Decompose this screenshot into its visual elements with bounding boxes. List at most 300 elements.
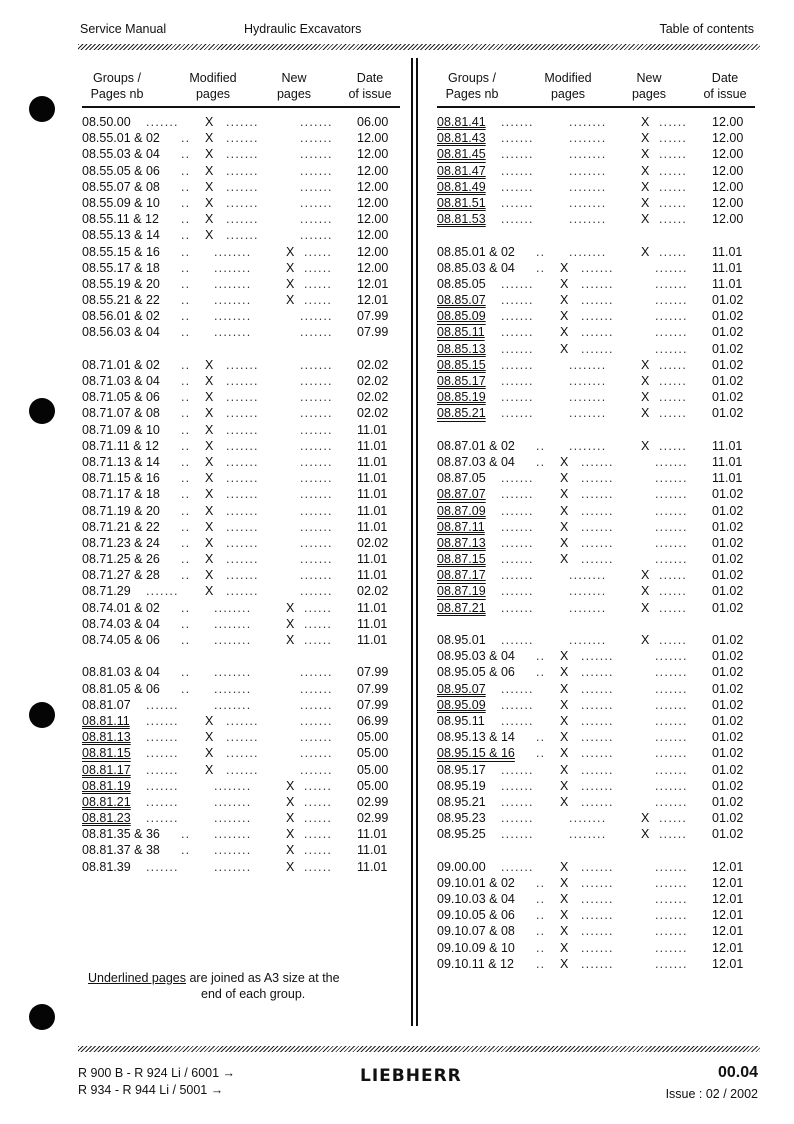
- page-number-cell: 08.71.27 & 28: [82, 568, 160, 583]
- dot-leader: .......: [581, 665, 614, 680]
- dot-leader: .......: [300, 115, 333, 129]
- issue-date-cell: 01.02: [712, 309, 744, 324]
- issue-date-cell: 01.02: [712, 374, 744, 388]
- page-number-cell: 08.85.15: [437, 357, 486, 372]
- new-mark: X: [286, 843, 295, 858]
- dot-leader: .......: [501, 503, 534, 518]
- dot-leader: ......: [304, 633, 333, 647]
- dot-leader: ..: [181, 487, 191, 502]
- dot-leader: ......: [659, 244, 688, 259]
- dot-leader: .......: [226, 374, 259, 388]
- dot-leader: .......: [501, 179, 534, 194]
- page-number-cell: 09.10.01 & 02: [437, 875, 515, 890]
- issue-date-cell: 12.00: [357, 179, 389, 194]
- issue-date-cell: 11.01: [357, 487, 388, 502]
- dot-leader: .......: [501, 552, 534, 567]
- dot-leader: .......: [581, 859, 614, 874]
- dot-leader: ..: [181, 357, 191, 372]
- dot-leader: .......: [581, 503, 614, 518]
- page-number-cell: 08.81.07: [82, 697, 131, 712]
- modified-mark: X: [560, 649, 569, 664]
- dot-leader: .......: [501, 600, 534, 615]
- dot-leader: ..: [181, 471, 191, 486]
- dot-leader: ..: [181, 406, 191, 421]
- note-text-2: end of each group.: [201, 987, 306, 1001]
- dot-leader: ......: [304, 778, 333, 793]
- dot-leader: ..: [181, 195, 191, 210]
- dot-leader: ......: [304, 244, 333, 259]
- dot-leader: ..: [181, 309, 191, 324]
- dot-leader: ........: [214, 244, 252, 259]
- modified-mark: X: [205, 730, 214, 745]
- dot-leader: ........: [569, 568, 607, 583]
- issue-date-cell: 02.02: [357, 374, 389, 388]
- dot-leader: ........: [214, 697, 252, 712]
- modified-mark: X: [205, 535, 214, 550]
- dot-leader: .......: [226, 422, 259, 437]
- page-number-cell: 08.71.15 & 16: [82, 471, 160, 486]
- dot-leader: ........: [214, 325, 252, 340]
- dot-leader: ........: [569, 390, 607, 405]
- dot-leader: ..: [181, 503, 191, 518]
- new-mark: X: [641, 584, 650, 599]
- dot-leader: .......: [501, 633, 534, 647]
- dot-leader: .......: [146, 115, 179, 129]
- issue-date-cell: 01.02: [712, 503, 744, 518]
- modified-mark: X: [205, 131, 214, 146]
- issue-date-cell: 01.02: [712, 390, 744, 405]
- dot-leader: .......: [655, 956, 688, 971]
- dot-leader: .......: [300, 147, 333, 162]
- note-underlined-text: Underlined pages: [88, 971, 186, 985]
- dot-leader: ......: [659, 633, 688, 647]
- page-number-cell: 08.95.05 & 06: [437, 665, 515, 680]
- dot-leader: .......: [146, 746, 179, 761]
- page-number-cell: 08.55.11 & 12: [82, 212, 159, 227]
- modified-mark: X: [205, 438, 214, 453]
- dot-leader: .......: [581, 309, 614, 324]
- dot-leader: ..: [536, 438, 546, 453]
- page-number-cell: 08.81.45: [437, 147, 486, 162]
- page-number-cell: 08.71.17 & 18: [82, 487, 160, 502]
- modified-mark: X: [560, 341, 569, 356]
- dot-leader: ..: [181, 390, 191, 405]
- dot-leader: ........: [214, 633, 252, 647]
- issue-date-cell: 12.00: [357, 195, 389, 210]
- dot-leader: ..: [181, 228, 191, 243]
- dot-leader: .......: [501, 374, 534, 388]
- dot-leader: ......: [659, 438, 688, 453]
- page-number-cell: 08.85.09: [437, 309, 486, 324]
- issue-date-cell: 11.01: [357, 438, 388, 453]
- issue-date-cell: 01.02: [712, 681, 744, 696]
- page-number-cell: 08.81.15: [82, 746, 131, 761]
- dot-leader: ......: [659, 195, 688, 210]
- issue-date-cell: 01.02: [712, 293, 744, 308]
- modified-mark: X: [560, 713, 569, 728]
- dot-leader: .......: [300, 730, 333, 745]
- modified-mark: X: [205, 471, 214, 486]
- dot-leader: .......: [146, 794, 179, 809]
- dot-leader: .......: [146, 811, 179, 826]
- dot-leader: .......: [146, 778, 179, 793]
- issue-date-cell: 01.02: [712, 697, 744, 712]
- issue-date-cell: 01.02: [712, 341, 744, 356]
- dot-leader: .......: [655, 487, 688, 502]
- dot-leader: .......: [226, 454, 259, 469]
- issue-date-cell: 02.99: [357, 811, 389, 826]
- dot-leader: .......: [300, 503, 333, 518]
- issue-date-cell: 12.01: [712, 940, 744, 955]
- dot-leader: ........: [569, 357, 607, 372]
- dot-leader: ..: [536, 665, 546, 680]
- dot-leader: ........: [214, 681, 252, 696]
- dot-leader: ......: [304, 276, 333, 291]
- header-rule: [82, 106, 400, 108]
- issue-date-cell: 12.00: [357, 260, 389, 275]
- dot-leader: .......: [226, 228, 259, 243]
- page-number-cell: 08.71.13 & 14: [82, 454, 160, 469]
- page-number-cell: 08.81.11: [82, 713, 130, 728]
- dot-leader: ......: [304, 293, 333, 308]
- modified-mark: X: [205, 228, 214, 243]
- dot-leader: .......: [655, 730, 688, 745]
- dot-leader: ..: [181, 276, 191, 291]
- page-number-cell: 08.71.25 & 26: [82, 552, 160, 567]
- page-number-cell: 08.55.17 & 18: [82, 260, 160, 275]
- dot-leader: .......: [501, 406, 534, 421]
- dot-leader: .......: [655, 762, 688, 777]
- dot-leader: ..: [181, 681, 191, 696]
- new-mark: X: [641, 811, 650, 826]
- issue-date-cell: 02.02: [357, 535, 389, 550]
- modified-mark: X: [560, 665, 569, 680]
- issue-date-cell: 11.01: [357, 616, 388, 631]
- dot-leader: .......: [501, 681, 534, 696]
- issue-date-cell: 07.99: [357, 681, 389, 696]
- modified-mark: X: [560, 746, 569, 761]
- dot-leader: .......: [226, 147, 259, 162]
- issue-date-cell: 11.01: [357, 552, 388, 567]
- modified-mark: X: [205, 746, 214, 761]
- dot-leader: .......: [226, 471, 259, 486]
- dot-leader: .......: [226, 519, 259, 534]
- dot-leader: .......: [501, 147, 534, 162]
- issue-date-cell: 11.01: [357, 503, 388, 518]
- modified-mark: X: [205, 584, 214, 599]
- issue-date-cell: 12.01: [357, 276, 389, 291]
- dot-leader: ........: [569, 115, 607, 129]
- issue-date-cell: 01.02: [712, 406, 744, 421]
- modified-mark: X: [205, 195, 214, 210]
- new-mark: X: [641, 390, 650, 405]
- issue-date-cell: 01.02: [712, 325, 744, 340]
- dot-leader: ..: [536, 746, 546, 761]
- dot-leader: .......: [146, 584, 179, 599]
- dot-leader: .......: [501, 471, 534, 486]
- issue-date-cell: 01.02: [712, 778, 744, 793]
- dot-leader: .......: [655, 940, 688, 955]
- page-number-cell: 08.81.05 & 06: [82, 681, 160, 696]
- dot-leader: ..: [181, 374, 191, 388]
- dot-leader: .......: [655, 535, 688, 550]
- modified-mark: X: [560, 681, 569, 696]
- liebherr-logo: LIEBHERR: [360, 1066, 462, 1086]
- dot-leader: .......: [581, 552, 614, 567]
- dot-leader: ..: [536, 875, 546, 890]
- dot-leader: .......: [226, 746, 259, 761]
- page-number-cell: 08.81.47: [437, 163, 486, 178]
- dot-leader: ......: [304, 616, 333, 631]
- issue-date-cell: 01.02: [712, 568, 744, 583]
- dot-leader: ..: [536, 730, 546, 745]
- binder-hole: [29, 702, 55, 728]
- issue-date-cell: 12.01: [357, 293, 389, 308]
- issue-date-cell: 02.99: [357, 794, 389, 809]
- page-number-cell: 08.85.19: [437, 390, 486, 405]
- new-mark: X: [286, 811, 295, 826]
- dot-leader: .......: [581, 713, 614, 728]
- dot-leader: .......: [655, 454, 688, 469]
- dot-leader: .......: [581, 325, 614, 340]
- dot-leader: ......: [659, 390, 688, 405]
- issue-date-cell: 11.01: [712, 471, 743, 486]
- issue-date-cell: 11.01: [357, 422, 388, 437]
- page-number-cell: 08.95.25: [437, 827, 486, 842]
- dot-leader: ........: [214, 859, 252, 874]
- dot-leader: .......: [300, 357, 333, 372]
- page-number-cell: 08.81.43: [437, 131, 486, 146]
- dot-leader: ..: [181, 325, 191, 340]
- issue-date-cell: 12.00: [357, 131, 389, 146]
- page-number-cell: 08.81.41: [437, 115, 486, 129]
- page-number-cell: 08.71.03 & 04: [82, 374, 160, 388]
- issue-date-cell: 11.01: [357, 633, 388, 647]
- dot-leader: ........: [569, 600, 607, 615]
- dot-leader: .......: [226, 163, 259, 178]
- dot-leader: ..: [181, 147, 191, 162]
- issue-date-cell: 12.01: [712, 908, 744, 923]
- page-number-cell: 08.55.05 & 06: [82, 163, 160, 178]
- page-number-cell: 08.87.03 & 04: [437, 454, 515, 469]
- issue-date-cell: 05.00: [357, 778, 389, 793]
- dot-leader: .......: [300, 568, 333, 583]
- dot-leader: .......: [226, 195, 259, 210]
- modified-mark: X: [560, 519, 569, 534]
- modified-mark: X: [205, 568, 214, 583]
- dot-leader: ......: [304, 794, 333, 809]
- dot-leader: .......: [655, 778, 688, 793]
- modified-mark: X: [205, 406, 214, 421]
- page-number-cell: 08.74.03 & 04: [82, 616, 160, 631]
- dot-leader: .......: [655, 552, 688, 567]
- page-number-cell: 08.56.01 & 02: [82, 309, 160, 324]
- modified-mark: X: [560, 503, 569, 518]
- issue-date-cell: 01.02: [712, 827, 744, 842]
- dot-leader: .......: [226, 730, 259, 745]
- issue-date-cell: 12.00: [712, 115, 744, 129]
- dot-leader: .......: [300, 406, 333, 421]
- page-number-cell: 08.71.09 & 10: [82, 422, 160, 437]
- page-number-cell: 08.85.07: [437, 293, 486, 308]
- page-number-cell: 08.71.05 & 06: [82, 390, 160, 405]
- modified-mark: X: [205, 179, 214, 194]
- issue-date-cell: 01.02: [712, 519, 744, 534]
- dot-leader: ........: [569, 827, 607, 842]
- dot-leader: .......: [300, 163, 333, 178]
- dot-leader: .......: [226, 487, 259, 502]
- col-modified-header: Modified pages: [544, 71, 592, 101]
- dot-leader: ..: [181, 212, 191, 227]
- page-number-cell: 08.87.05: [437, 471, 486, 486]
- dot-leader: ......: [659, 568, 688, 583]
- page-number-cell: 08.81.21: [82, 794, 131, 809]
- page-number-cell: 08.85.01 & 02: [437, 244, 515, 259]
- issue-date-cell: 05.00: [357, 762, 389, 777]
- dot-leader: .......: [226, 406, 259, 421]
- dot-leader: .......: [226, 584, 259, 599]
- issue-date-cell: 12.00: [357, 163, 389, 178]
- page-number-cell: 08.85.05: [437, 276, 486, 291]
- dot-leader: .......: [226, 131, 259, 146]
- issue-date-cell: 12.00: [712, 179, 744, 194]
- dot-leader: ........: [569, 163, 607, 178]
- issue-date-cell: 12.00: [712, 195, 744, 210]
- page-number-cell: 08.55.19 & 20: [82, 276, 160, 291]
- binder-hole: [29, 96, 55, 122]
- dot-leader: .......: [655, 794, 688, 809]
- dot-leader: ........: [569, 633, 607, 647]
- issue-date-cell: 12.01: [712, 924, 744, 939]
- page-number-cell: 08.71.21 & 22: [82, 519, 160, 534]
- issue-date-cell: 01.02: [712, 665, 744, 680]
- modified-mark: X: [560, 535, 569, 550]
- dot-leader: ..: [181, 260, 191, 275]
- modified-mark: X: [560, 908, 569, 923]
- new-mark: X: [286, 600, 295, 615]
- dot-leader: .......: [501, 584, 534, 599]
- page-number-cell: 08.87.11: [437, 519, 485, 534]
- page-number-cell: 08.87.13: [437, 535, 486, 550]
- dot-leader: .......: [501, 487, 534, 502]
- page-number-cell: 08.55.09 & 10: [82, 195, 160, 210]
- model-range-2: R 934 - R 944 Li / 5001 →: [78, 1083, 224, 1097]
- dot-leader: ..: [181, 633, 191, 647]
- modified-mark: X: [560, 940, 569, 955]
- dot-leader: ..: [536, 940, 546, 955]
- new-mark: X: [286, 260, 295, 275]
- page-number-cell: 08.81.03 & 04: [82, 665, 160, 680]
- dot-leader: .......: [655, 341, 688, 356]
- dot-leader: .......: [300, 552, 333, 567]
- dot-leader: .......: [300, 487, 333, 502]
- page-number-cell: 08.55.01 & 02: [82, 131, 160, 146]
- issue-date-cell: 11.01: [712, 454, 743, 469]
- col-date-header: Date of issue: [703, 71, 747, 101]
- new-mark: X: [286, 293, 295, 308]
- dot-leader: .......: [226, 115, 259, 129]
- dot-leader: .......: [300, 438, 333, 453]
- modified-mark: X: [560, 762, 569, 777]
- dot-leader: .......: [300, 713, 333, 728]
- issue-date: Issue : 02 / 2002: [665, 1087, 758, 1101]
- col-date-header: Date of issue: [348, 71, 392, 101]
- col-new-header: New pages: [276, 71, 312, 101]
- dot-leader: .......: [300, 374, 333, 388]
- col-groups-header: Groups / Pages nb: [90, 71, 144, 101]
- new-mark: X: [286, 616, 295, 631]
- new-mark: X: [641, 438, 650, 453]
- dot-leader: .......: [300, 309, 333, 324]
- issue-date-cell: 11.01: [357, 471, 388, 486]
- new-mark: X: [641, 147, 650, 162]
- dot-leader: .......: [655, 697, 688, 712]
- page-number-cell: 08.95.01: [437, 633, 486, 647]
- dot-leader: ..: [181, 438, 191, 453]
- issue-date-cell: 12.01: [712, 859, 744, 874]
- dot-leader: .......: [655, 293, 688, 308]
- dot-leader: .......: [581, 875, 614, 890]
- dot-leader: ........: [569, 131, 607, 146]
- new-mark: X: [641, 131, 650, 146]
- dot-leader: ..: [536, 454, 546, 469]
- new-mark: X: [286, 244, 295, 259]
- page-number-cell: 08.81.35 & 36: [82, 827, 160, 842]
- page-number-cell: 09.00.00: [437, 859, 486, 874]
- dot-leader: ..: [181, 843, 191, 858]
- page-number-cell: 08.81.37 & 38: [82, 843, 160, 858]
- issue-date-cell: 11.01: [712, 260, 743, 275]
- dot-leader: .......: [226, 390, 259, 405]
- dot-leader: .......: [655, 649, 688, 664]
- dot-leader: .......: [655, 713, 688, 728]
- page-number-cell: 08.81.39: [82, 859, 131, 874]
- dot-leader: .......: [581, 940, 614, 955]
- dot-leader: .......: [655, 260, 688, 275]
- dot-leader: ..: [181, 244, 191, 259]
- dot-leader: .......: [300, 390, 333, 405]
- page-number-cell: 08.50.00: [82, 115, 131, 129]
- dot-leader: .......: [581, 892, 614, 906]
- dot-leader: .......: [300, 212, 333, 227]
- dot-leader: .......: [501, 778, 534, 793]
- dot-leader: .......: [226, 212, 259, 227]
- dot-leader: ......: [304, 600, 333, 615]
- dot-leader: .......: [146, 859, 179, 874]
- dot-leader: ........: [569, 179, 607, 194]
- issue-date-cell: 12.00: [357, 228, 389, 243]
- dot-leader: .......: [300, 228, 333, 243]
- new-mark: X: [641, 357, 650, 372]
- page-number-cell: 09.10.09 & 10: [437, 940, 515, 955]
- col-modified-header: Modified pages: [189, 71, 237, 101]
- dot-leader: .......: [501, 827, 534, 842]
- modified-mark: X: [560, 730, 569, 745]
- dot-leader: .......: [655, 681, 688, 696]
- new-mark: X: [641, 179, 650, 194]
- dot-leader: .......: [581, 260, 614, 275]
- issue-date-cell: 12.00: [712, 147, 744, 162]
- modified-mark: X: [560, 276, 569, 291]
- issue-date-cell: 01.02: [712, 552, 744, 567]
- dot-leader: ..: [181, 568, 191, 583]
- dot-leader: ......: [659, 179, 688, 194]
- modified-mark: X: [205, 422, 214, 437]
- issue-date-cell: 11.01: [357, 568, 388, 583]
- modified-mark: X: [205, 357, 214, 372]
- dot-leader: .......: [501, 535, 534, 550]
- new-mark: X: [641, 827, 650, 842]
